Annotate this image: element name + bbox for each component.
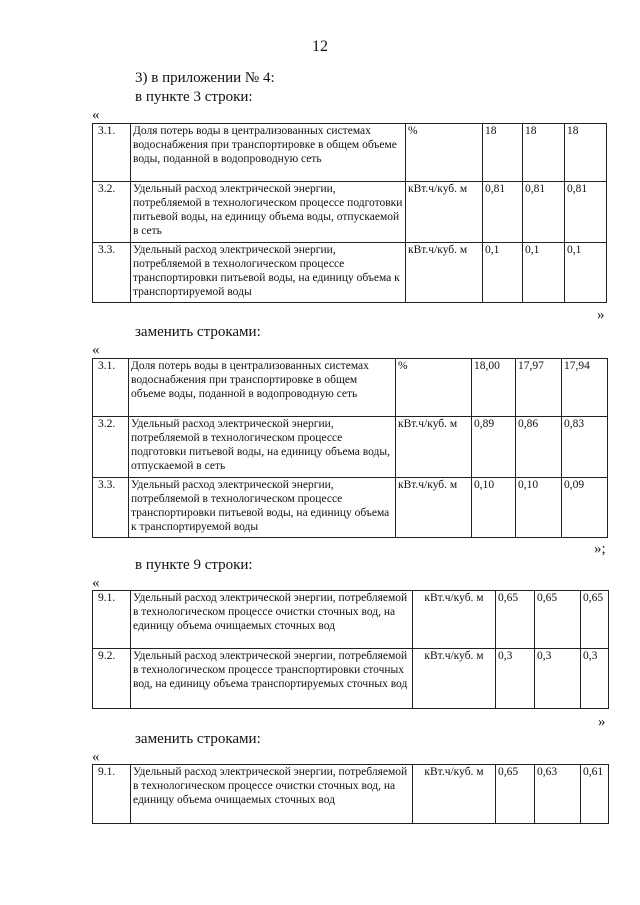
replace-heading: заменить строками:	[135, 731, 261, 747]
value-cell: 0,65	[496, 765, 535, 824]
table-row	[93, 124, 607, 182]
unit-cell: кВт.ч/куб. м	[406, 243, 483, 303]
unit-cell: %	[406, 124, 483, 182]
row-number-cell: 9.1.	[93, 765, 131, 824]
row-number-cell: 9.1.	[93, 591, 131, 649]
section-heading-point-9: в пункте 9 строки:	[135, 557, 253, 573]
table-row	[93, 243, 607, 303]
row-number-cell: 3.1.	[93, 124, 131, 182]
open-quote: «	[92, 342, 100, 358]
close-quote: »	[597, 307, 605, 323]
open-quote: «	[92, 575, 100, 591]
value-cell: 0,89	[472, 417, 516, 478]
amendment-item: 3) в приложении № 4:	[135, 70, 275, 86]
unit-cell: кВт.ч/куб. м	[413, 765, 496, 824]
table-row	[93, 182, 607, 243]
value-cell: 0,65	[496, 591, 535, 649]
indicator-description-cell: Доля потерь воды в централизованных системах водоснабжения при транспортировке в общем объеме воды, поданной в водопроводную сеть	[131, 124, 406, 182]
value-cell: 0,61	[581, 765, 609, 824]
value-cell: 0,3	[535, 649, 581, 709]
row-number-cell: 9.2.	[93, 649, 131, 709]
page-number: 12	[312, 38, 328, 55]
replace-heading: заменить строками:	[135, 324, 261, 340]
value-cell: 0,65	[535, 591, 581, 649]
indicator-description-cell: Удельный расход электрической энергии, потребляемой в технологическом процессе очистки сточных вод, на единицу объема очищаемых сточных вод	[131, 591, 413, 649]
indicator-description-cell: Доля потерь воды в централизованных системах водоснабжения при транспортировке в общем объеме воды, поданной в водопроводную сеть	[129, 359, 396, 417]
unit-cell: кВт.ч/куб. м	[413, 649, 496, 709]
value-cell: 0,65	[581, 591, 609, 649]
unit-cell: кВт.ч/куб. м	[406, 182, 483, 243]
value-cell: 0,3	[581, 649, 609, 709]
value-cell: 0,83	[562, 417, 608, 478]
indicator-description-cell: Удельный расход электрической энергии, потребляемой в технологическом процессе подготовки питьевой воды, на единицу объема воды, отпускаемой в сеть	[131, 182, 406, 243]
unit-cell: кВт.ч/куб. м	[396, 417, 472, 478]
value-cell: 0,86	[516, 417, 562, 478]
row-number-cell: 3.1.	[93, 359, 129, 417]
indicator-description-cell: Удельный расход электрической энергии, потребляемой в технологическом процессе транспортировки питьевой воды, на единицу объема к транспортируемой воды	[129, 478, 396, 538]
unit-cell: %	[396, 359, 472, 417]
value-cell: 0,1	[565, 243, 607, 303]
value-cell: 0,1	[483, 243, 523, 303]
value-cell: 0,3	[496, 649, 535, 709]
value-cell: 0,09	[562, 478, 608, 538]
table-row	[93, 478, 608, 538]
value-cell: 0,1	[523, 243, 565, 303]
value-cell: 0,63	[535, 765, 581, 824]
open-quote: «	[92, 107, 100, 123]
table-original-point-3	[92, 123, 607, 303]
value-cell: 0,81	[565, 182, 607, 243]
value-cell: 18,00	[472, 359, 516, 417]
value-cell: 0,10	[516, 478, 562, 538]
indicator-description-cell: Удельный расход электрической энергии, потребляемой в технологическом процессе транспортировки питьевой воды, на единицу объема к транспортируемой воды	[131, 243, 406, 303]
table-row	[93, 359, 608, 417]
value-cell: 0,10	[472, 478, 516, 538]
indicator-description-cell: Удельный расход электрической энергии, потребляемой в технологическом процессе транспортировки сточных вод, на единицу объема транспортируемых сточных вод	[131, 649, 413, 709]
row-number-cell: 3.2.	[93, 417, 129, 478]
value-cell: 18	[483, 124, 523, 182]
table-row	[93, 649, 609, 709]
close-quote: »;	[594, 541, 606, 557]
row-number-cell: 3.3.	[93, 478, 129, 538]
indicator-description-cell: Удельный расход электрической энергии, потребляемой в технологическом процессе очистки сточных вод, на единицу объема очищаемых сточных вод	[131, 765, 413, 824]
table-row	[93, 417, 608, 478]
table-original-point-9	[92, 590, 609, 709]
table-row	[93, 591, 609, 649]
value-cell: 18	[565, 124, 607, 182]
value-cell: 17,94	[562, 359, 608, 417]
value-cell: 18	[523, 124, 565, 182]
value-cell: 0,81	[483, 182, 523, 243]
value-cell: 0,81	[523, 182, 565, 243]
table-replacement-point-9	[92, 764, 609, 824]
row-number-cell: 3.3.	[93, 243, 131, 303]
unit-cell: кВт.ч/куб. м	[396, 478, 472, 538]
close-quote: »	[598, 714, 606, 730]
table-row	[93, 765, 609, 824]
table-replacement-point-3	[92, 358, 608, 538]
value-cell: 17,97	[516, 359, 562, 417]
row-number-cell: 3.2.	[93, 182, 131, 243]
section-heading-point-3: в пункте 3 строки:	[135, 89, 253, 105]
indicator-description-cell: Удельный расход электрической энергии, потребляемой в технологическом процессе подготовки питьевой воды, на единицу объема воды, отпускаемой в сеть	[129, 417, 396, 478]
open-quote: «	[92, 749, 100, 765]
unit-cell: кВт.ч/куб. м	[413, 591, 496, 649]
